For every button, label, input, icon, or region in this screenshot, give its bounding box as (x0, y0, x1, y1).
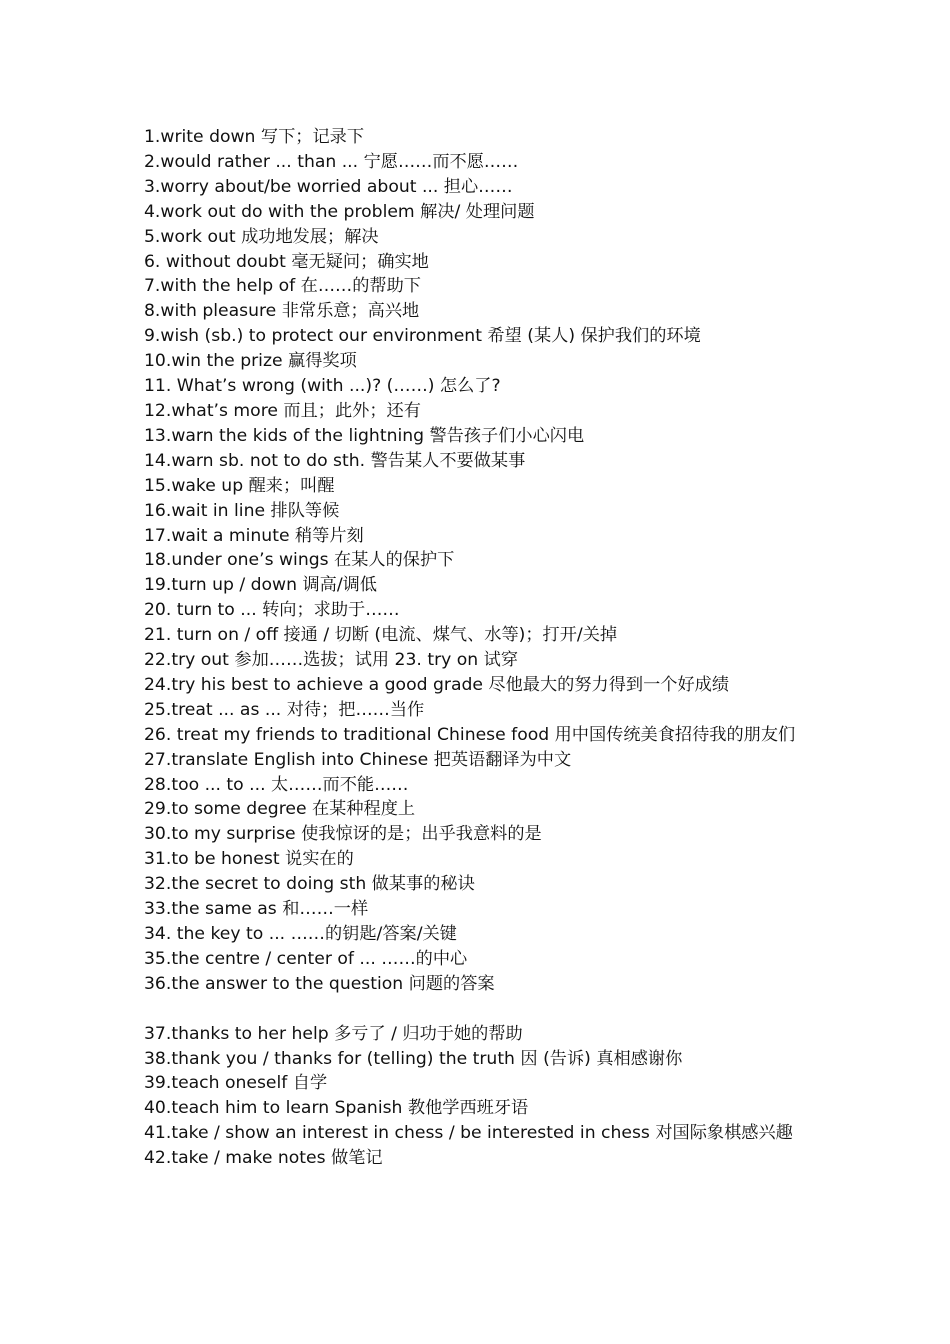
phrase-entry: 16.wait in line 排队等候 (144, 500, 340, 521)
phrase-entry: 7.with the help of 在……的帮助下 (144, 276, 421, 297)
phrase-entry: 32.the secret to doing sth 做某事的秘诀 (144, 874, 475, 895)
phrase-entry: 15.wake up 醒来；叫醒 (144, 475, 335, 496)
phrase-entry: 26. treat my friends to traditional Chinese food 用中国传统美食招待我的朋友们 (144, 724, 796, 745)
phrase-entry: 17.wait a minute 稍等片刻 (144, 525, 364, 546)
phrase-entry: 14.warn sb. not to do sth. 警告某人不要做某事 (144, 450, 526, 471)
phrase-entry: 41.take / show an interest in chess / be interested in chess 对国际象棋感兴趣 (144, 1123, 793, 1144)
phrase-entry: 12.what’s more 而且；此外；还有 (144, 400, 421, 421)
phrase-entry: 5.work out 成功地发展；解决 (144, 226, 379, 247)
phrase-entry: 35.the centre / center of ... ……的中心 (144, 948, 468, 969)
phrase-entry: 22.try out 参加……选拔；试用 23. try on 试穿 (144, 650, 519, 671)
phrase-entry: 25.treat ... as ... 对待；把……当作 (144, 699, 425, 720)
phrase-entry: 24.try his best to achieve a good grade 尽他最大的努力得到一个好成绩 (144, 674, 730, 695)
phrase-entry: 18.under one’s wings 在某人的保护下 (144, 550, 455, 571)
phrase-entry: 2.would rather ... than ... 宁愿……而不愿…… (144, 151, 519, 172)
phrase-list (144, 125, 812, 1171)
phrase-entry: 3.worry about/be worried about ... 担心…… (144, 176, 513, 197)
phrase-entry: 31.to be honest 说实在的 (144, 849, 354, 870)
phrase-entry: 40.teach him to learn Spanish 教他学西班牙语 (144, 1098, 529, 1119)
phrase-entry: 38.thank you / thanks for (telling) the truth 因 (告诉) 真相感谢你 (144, 1048, 683, 1069)
phrase-entry: 10.win the prize 赢得奖项 (144, 351, 357, 372)
phrase-entry: 39.teach oneself 自学 (144, 1073, 328, 1094)
phrase-entry: 11. What’s wrong (with ...)? (……) 怎么了? (144, 376, 501, 397)
phrase-entry: 42.take / make notes 做笔记 (144, 1148, 383, 1169)
phrase-entry: 13.warn the kids of the lightning 警告孩子们小心闪电 (144, 425, 585, 446)
phrase-entry: 1.write down 写下；记录下 (144, 127, 365, 147)
phrase-entry: 36.the answer to the question 问题的答案 (144, 973, 495, 994)
phrase-entry: 30.to my surprise 使我惊讶的是；出乎我意料的是 (144, 824, 542, 845)
phrase-entry: 34. the key to ... ……的钥匙/答案/关键 (144, 924, 457, 944)
phrase-entry: 19.turn up / down 调高/调低 (144, 575, 377, 596)
phrase-entry: 4.work out do with the problem 解决/ 处理问题 (144, 201, 535, 222)
phrase-entry: 28.too ... to ... 太……而不能…… (144, 774, 409, 795)
blank-line (144, 997, 812, 1022)
phrase-entry: 20. turn to ... 转向；求助于…… (144, 600, 400, 621)
phrase-entry: 33.the same as 和……一样 (144, 899, 369, 920)
phrase-entry: 8.with pleasure 非常乐意；高兴地 (144, 301, 420, 322)
phrase-entry: 27.translate English into Chinese 把英语翻译为中文 (144, 749, 572, 770)
phrase-entry: 21. turn on / off 接通 / 切断 (电流、煤气、水等)；打开/关掉 (144, 625, 618, 646)
phrase-entry: 9.wish (sb.) to protect our environment 希望 (某人) 保护我们的环境 (144, 326, 701, 347)
phrase-entry: 6. without doubt 毫无疑问；确实地 (144, 251, 429, 272)
phrase-entry: 29.to some degree 在某种程度上 (144, 799, 416, 820)
phrase-entry: 37.thanks to her help 多亏了 / 归功于她的帮助 (144, 1023, 523, 1044)
